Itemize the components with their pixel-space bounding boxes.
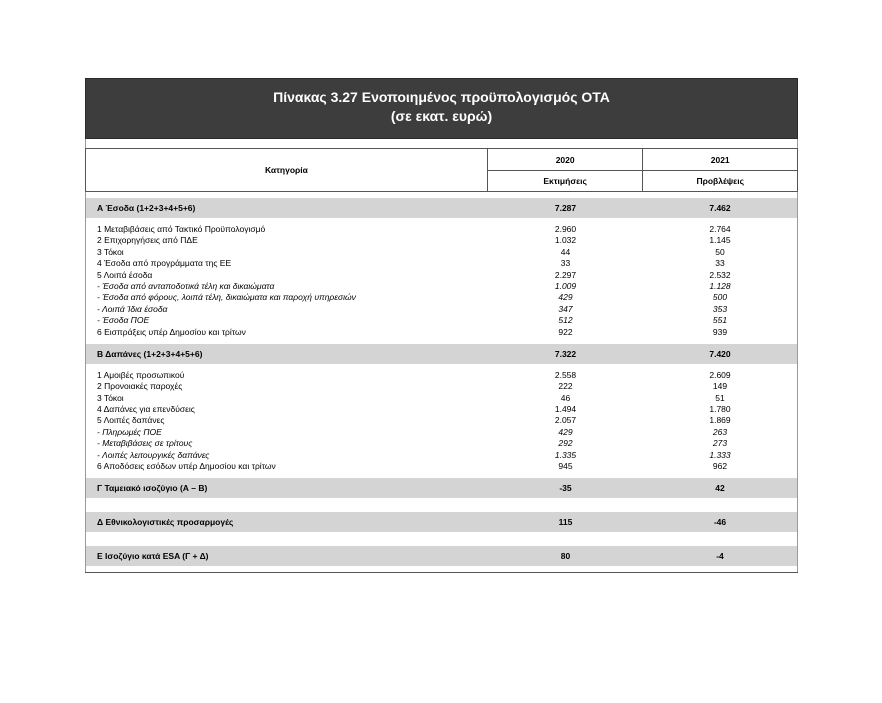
header-category: Κατηγορία <box>86 149 488 191</box>
row-value-2021: 2.532 <box>709 269 731 280</box>
row-value-2021: 149 <box>712 381 728 392</box>
header-year1-sub: Εκτιμήσεις <box>543 176 587 186</box>
row-value-2021: 2.609 <box>709 369 731 380</box>
row-value-2020: 1.032 <box>554 235 577 246</box>
table-row <box>85 292 798 303</box>
section-revenue <box>85 198 798 218</box>
row-label: 1 Αμοιβές προσωπικού <box>97 369 185 380</box>
row-value-2021: 2.764 <box>709 224 731 234</box>
row-label: - Λοιπές λειτουργικές δαπάνες <box>97 449 210 460</box>
table-row <box>85 315 798 326</box>
spacer <box>85 498 798 512</box>
section-label: Γ Ταμειακό ισοζύγιο (Α – Β) <box>97 483 208 494</box>
table-row <box>85 327 798 338</box>
row-value-2020: 1.494 <box>554 404 577 415</box>
title-gap <box>85 139 798 148</box>
row-label: 4 Δαπάνες για επενδύσεις <box>97 404 195 415</box>
table-title-line2: (σε εκατ. ευρώ) <box>390 108 493 124</box>
row-label: - Μεταβιβάσεις σε τρίτους <box>97 438 193 449</box>
section-esa-balance <box>85 546 798 566</box>
row-value-2020: 429 <box>558 292 573 303</box>
row-label: 6 Εισπράξεις υπέρ Δημοσίου και τρίτων <box>97 326 246 337</box>
row-label: 2 Προνοιακές παροχές <box>97 381 183 392</box>
row-value-2021: 551 <box>712 315 728 326</box>
row-value-2020: 2.558 <box>554 369 577 380</box>
header-year-2021 <box>643 149 797 191</box>
row-value-2020: 46 <box>560 392 571 403</box>
row-value-2021: 33 <box>715 258 725 269</box>
row-label: 5 Λοιπά έσοδα <box>97 269 153 280</box>
row-label: 2 Επιχορηγήσεις από ΠΔΕ <box>97 235 198 246</box>
row-value-2021: 353 <box>712 303 728 314</box>
row-value-2020: 292 <box>558 438 573 449</box>
row-value-2021: 939 <box>712 326 728 337</box>
table-row <box>85 304 798 315</box>
table-row <box>85 438 798 449</box>
row-value-2021: 962 <box>712 461 728 472</box>
section-label: Ε Ισοζύγιο κατά ESA (Γ + Δ) <box>97 551 209 562</box>
section-value-2020: 115 <box>558 517 573 528</box>
row-value-2020: 2.297 <box>554 269 577 280</box>
row-label: - Λοιπά Ίδια έσοδα <box>97 303 168 314</box>
budget-table <box>85 78 798 573</box>
section-expenditure <box>85 344 798 364</box>
header-year2-sub: Προβλέψεις <box>696 176 744 186</box>
row-value-2020: 1.009 <box>554 280 577 291</box>
row-value-2021: 1.780 <box>709 404 731 415</box>
table-row <box>85 370 798 381</box>
revenue-rows <box>85 224 798 344</box>
row-value-2020: 347 <box>558 303 573 314</box>
row-value-2021: 51 <box>715 392 725 403</box>
section-value-2020: 80 <box>560 551 571 562</box>
section-value-2021: 7.420 <box>709 348 731 359</box>
row-label: - Έσοδα από ανταποδοτικά τέλη και δικαιώματα <box>97 280 275 291</box>
row-value-2021: 500 <box>712 292 728 303</box>
table-row <box>85 404 798 415</box>
row-value-2020: 429 <box>558 426 573 437</box>
row-value-2021: 50 <box>715 246 725 257</box>
header-year-2020 <box>488 149 644 191</box>
row-value-2020: 33 <box>560 258 571 269</box>
row-value-2020: 222 <box>558 381 573 392</box>
table-row <box>85 281 798 292</box>
bottom-border <box>85 572 798 573</box>
expenditure-rows <box>85 370 798 479</box>
header-year2: 2021 <box>643 149 797 171</box>
row-value-2020: 2.057 <box>554 415 577 426</box>
section-label: Α Έσοδα (1+2+3+4+5+6) <box>97 203 196 213</box>
row-value-2020: 945 <box>558 461 573 472</box>
table-header <box>85 148 798 192</box>
table-row <box>85 415 798 426</box>
section-adjustments <box>85 512 798 532</box>
table-row <box>85 461 798 472</box>
table-row <box>85 427 798 438</box>
spacer <box>85 532 798 546</box>
row-value-2021: 1.128 <box>709 280 731 291</box>
table-row <box>85 247 798 258</box>
section-label: Δ Εθνικολογιστικές προσαρμογές <box>97 517 234 528</box>
row-label: - Έσοδα ΠΟΕ <box>97 315 150 326</box>
row-value-2020: 512 <box>558 315 573 326</box>
row-label: 5 Λοιπές δαπάνες <box>97 415 165 426</box>
row-value-2021: 263 <box>712 426 728 437</box>
row-value-2021: 1.869 <box>709 415 731 426</box>
section-value-2021: -4 <box>716 551 724 562</box>
section-cash-balance <box>85 478 798 498</box>
row-value-2021: 273 <box>712 438 728 449</box>
row-value-2020: 2.960 <box>554 224 577 234</box>
row-value-2020: 1.335 <box>554 449 577 460</box>
row-label: 6 Αποδόσεις εσόδων υπέρ Δημοσίου και τρίτων <box>97 461 276 472</box>
table-row <box>85 224 798 235</box>
section-value-2021: -46 <box>713 517 727 528</box>
row-value-2020: 922 <box>558 326 573 337</box>
table-row <box>85 235 798 246</box>
section-value-2021: 7.462 <box>709 203 731 213</box>
row-value-2021: 1.145 <box>709 235 731 246</box>
row-value-2021: 1.333 <box>709 449 731 460</box>
table-title <box>85 78 798 139</box>
row-label: - Πληρωμές ΠΟΕ <box>97 426 162 437</box>
header-year1: 2020 <box>488 149 643 171</box>
table-row <box>85 450 798 461</box>
table-row <box>85 270 798 281</box>
section-value-2020: 7.322 <box>554 348 577 359</box>
row-label: 4 Έσοδα από προγράμματα της ΕΕ <box>97 258 232 269</box>
section-value-2020: 7.287 <box>554 203 577 213</box>
row-value-2020: 44 <box>560 246 571 257</box>
table-row <box>85 258 798 269</box>
row-label: - Έσοδα από φόρους, λοιπά τέλη, δικαιώματα και παροχή υπηρεσιών <box>97 292 356 303</box>
row-label: 1 Μεταβιβάσεις από Τακτικό Προϋπολογισμό <box>97 224 266 234</box>
section-value-2020: -35 <box>559 483 572 494</box>
table-row <box>85 381 798 392</box>
row-label: 3 Τόκοι <box>97 246 124 257</box>
row-label: 3 Τόκοι <box>97 392 124 403</box>
section-value-2021: 42 <box>715 483 725 494</box>
table-row <box>85 393 798 404</box>
table-title-line1: Πίνακας 3.27 Ενοποιημένος προϋπολογισμός ΟΤΑ <box>273 89 610 105</box>
section-label: Β Δαπάνες (1+2+3+4+5+6) <box>97 348 203 359</box>
